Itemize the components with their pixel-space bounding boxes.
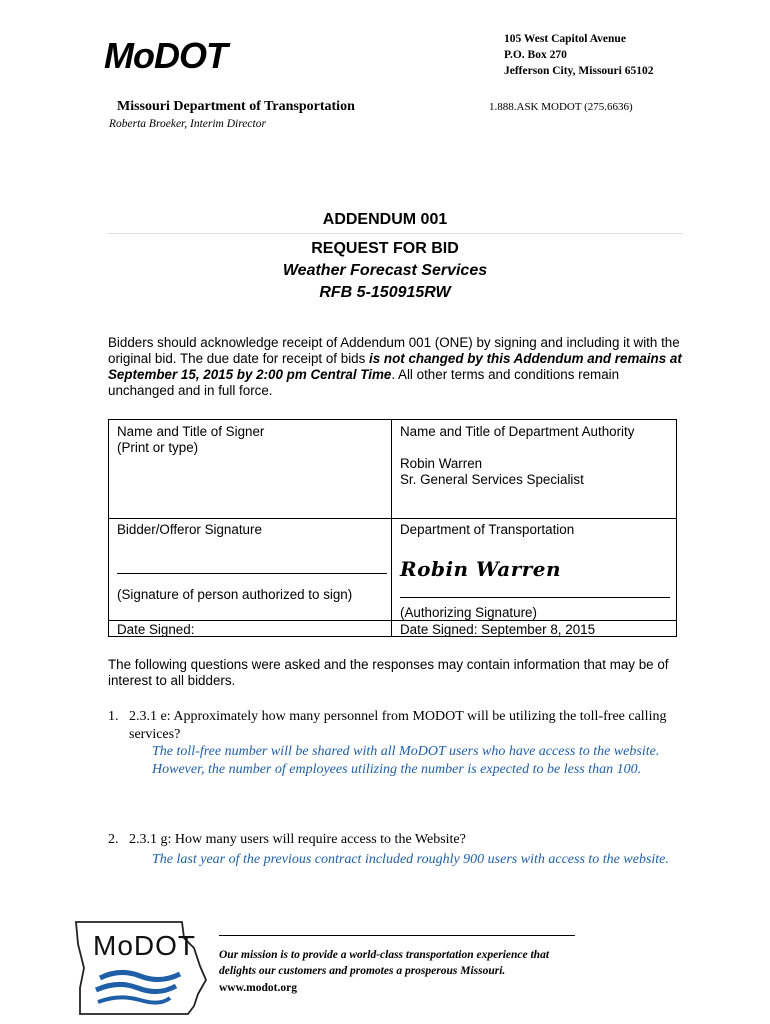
director-name: Roberta Broeker, Interim Director — [109, 118, 266, 130]
authority-name: Robin Warren — [400, 456, 483, 471]
department-name: Missouri Department of Transportation — [117, 99, 355, 114]
service-title: Weather Forecast Services — [282, 262, 488, 279]
authorizing-signature-line — [400, 597, 670, 598]
table-row-divider — [108, 518, 677, 519]
address-line: 105 West Capitol Avenue — [504, 33, 626, 45]
table-column-divider — [391, 419, 392, 637]
signer-hint: (Print or type) — [117, 440, 199, 455]
website-link[interactable]: www.modot.org — [219, 982, 297, 994]
authority-cell — [400, 424, 634, 488]
date-signed-right: Date Signed: September 8, 2015 — [400, 622, 596, 637]
address-line: Jefferson City, Missouri 65102 — [504, 65, 654, 77]
address-block — [504, 31, 653, 79]
answer-text: The last year of the previous contract included roughly 900 users with access to the website. — [152, 852, 669, 867]
intro-text-end: . All other terms and conditions remain unchanged and in full force. — [108, 367, 620, 398]
signer-label: Name and Title of Signer — [117, 424, 265, 439]
question-number: 1. — [108, 709, 119, 724]
question-text: 2.3.1 e: Approximately how many personnel from MODOT will be utilizing the toll-free calling services? — [129, 709, 667, 742]
signer-cell — [117, 424, 264, 456]
question-text: 2.3.1 g: How many users will require access to the Website? — [129, 832, 466, 847]
bidder-signature-hint: (Signature of person authorized to sign) — [117, 587, 353, 602]
questions-intro: The following questions were asked and the responses may contain information that may be of interest to all bidders. — [108, 657, 669, 688]
answer-text: The toll-free number will be shared with all MoDOT users who have access to the website. However, the number of employees utilizing the number is expected to be less than 100. — [152, 744, 660, 777]
intro-emphasis: is not changed by this Addendum and remains at September 15, 2015 by 2:00 pm Central Time — [108, 351, 682, 382]
title-divider — [107, 233, 683, 234]
mission-line: Our mission is to provide a world-class transportation experience that — [219, 949, 550, 961]
phone-number: 1.888.ASK MODOT (275.6636) — [489, 101, 633, 113]
authority-label: Name and Title of Department Authority — [400, 424, 635, 439]
bidder-signature-label: Bidder/Offeror Signature — [117, 522, 262, 537]
footer-modot-logo: MoDOT — [93, 930, 196, 961]
table-row-divider — [108, 620, 677, 621]
intro-paragraph — [108, 335, 688, 399]
department-label: Department of Transportation — [400, 522, 575, 537]
modot-logo: MoDOT — [104, 35, 227, 76]
address-line: P.O. Box 270 — [504, 49, 567, 61]
mission-statement — [219, 947, 549, 979]
footer-divider — [219, 935, 575, 936]
date-signed-left: Date Signed: — [117, 622, 195, 637]
request-for-bid-title: REQUEST FOR BID — [311, 240, 459, 257]
mission-line: delights our customers and promotes a prosperous Missouri. — [219, 965, 506, 977]
intro-text: Bidders should acknowledge receipt of Addendum 001 (ONE) by signing and including it with the original bid. The due date for receipt of bids — [108, 335, 680, 366]
handwritten-signature: Robin Warren — [400, 557, 562, 581]
question-number: 2. — [108, 832, 119, 847]
rfb-number: RFB 5-150915RW — [319, 284, 451, 301]
bidder-signature-line — [117, 573, 387, 574]
addendum-title: ADDENDUM 001 — [322, 211, 448, 228]
authority-title: Sr. General Services Specialist — [400, 472, 584, 487]
authorizing-signature-hint: (Authorizing Signature) — [400, 605, 537, 620]
